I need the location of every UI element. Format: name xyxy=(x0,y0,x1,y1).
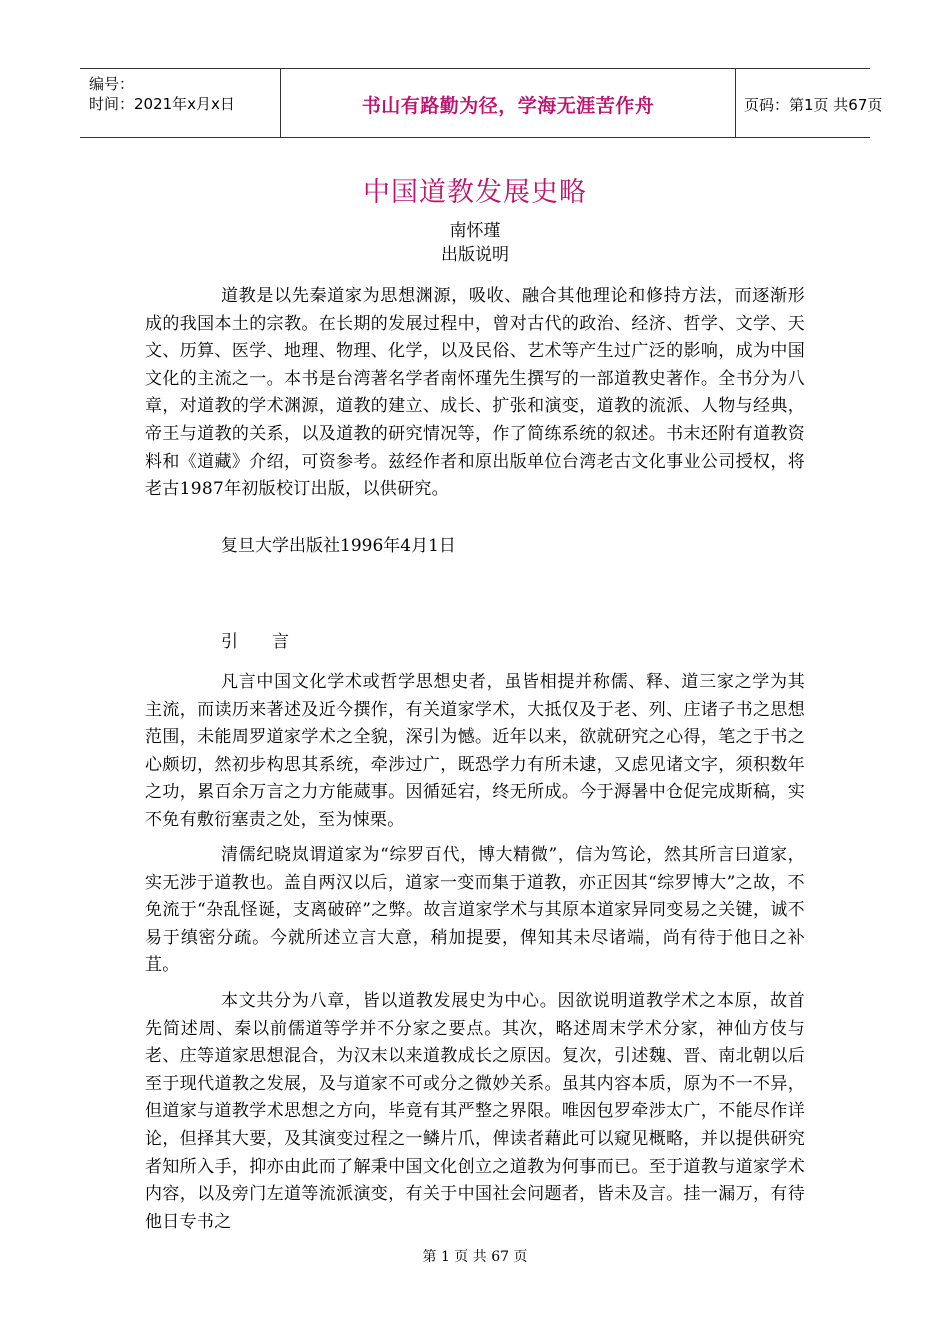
intro-heading: 引 言 xyxy=(221,632,289,652)
header-info-cell xyxy=(80,69,280,137)
paragraph-intro-3: 本文共分为八章，皆以道教发展史为中心。因欲说明道教学术之本原，故首先简述周、秦以前儒道等学并不分家之要点。其次，略述周末学术分家，神仙方伎与老、庄等道家思想混合，为汉末以来道教成长之原因。复次，引述魏、晋、南北朝以后至于现代道教之发展，及与道家不可或分之微妙关系。虽其内容本质，原为不一不异，但道家与道教学术思想之方向，毕竟有其严整之界限。唯因包罗牵涉太广，不能尽作详论，但择其大要，及其演变过程之一鳞片爪，俾读者藉此可以窥见概略，并以提供研究者知所入手，抑亦由此而了解秉中国文化创立之道教为何事而已。至于道教与道家学术内容，以及旁门左道等流派演变，有关于中国社会问题者，皆未及言。挂一漏万，有待他日专书之 xyxy=(145,991,805,1232)
header-motto-cell xyxy=(280,69,736,137)
motto: 书山有路勤为径，学海无涯苦作舟 xyxy=(361,95,655,117)
paragraph-preface: 道教是以先秦道家为思想渊源，吸收、融合其他理论和修持方法，而逐渐形成的我国本土的宗教。在长期的发展过程中，曾对古代的政治、经济、哲学、文学、天文、历算、医学、地理、物理、化学，以及民俗、艺术等产生过广泛的影响，成为中国文化的主流之一。本书是台湾著名学者南怀瑾先生撰写的一部道教史著作。全书分为八章，对道教的学术渊源，道教的建立、成长、扩张和演变，道教的流派、人物与经典，帝王与道教的关系，以及道教的研究情况等，作了简练系统的叙述。书末还附有道教资料和《道藏》介绍，可资参考。兹经作者和原出版单位台湾老古文化事业公司授权，将老古1987年初版校订出版，以供研究。 xyxy=(145,286,805,500)
paragraph-intro-1: 凡言中国文化学术或哲学思想史者，虽皆相提并称儒、释、道三家之学为其主流，而读历来著述及近今撰作，有关道家学术，大抵仅及于老、列、庄诸子书之思想范围，未能周罗道家学术之全貌，深引为憾。近年以来，欲就研究之心得，笔之于书之心颇切，然初步构思其系统，牵涉过广，既恐学力有所未逮，又虑见诸文字，须积数年之功，累百余万言之力方能蒇事。因循延宕，终无所成。今于溽暑中仓促完成斯稿，实不免有敷衍塞责之处，至为悚栗。 xyxy=(145,672,805,830)
header-table xyxy=(80,68,883,138)
page-label: 页码：第1页 共67页 xyxy=(744,96,883,114)
date-label: 时间：2021年x月x日 xyxy=(89,95,235,113)
header-page-cell xyxy=(736,69,883,137)
paragraph-intro-2: 清儒纪晓岚谓道家为“综罗百代，博大精微”，信为笃论，然其所言曰道家，实无涉于道教也。盖自两汉以后，道家一变而集于道教，亦正因其“综罗博大”之故，不免流于“杂乱怪诞，支离破碎”之弊。故言道家学术与其原本道家异同变易之关键，诚不易于缜密分疏。今就所述立言大意，稍加提要，俾知其未尽诸端，尚有待于他日之补苴。 xyxy=(145,845,805,976)
document-title: 中国道教发展史略 xyxy=(363,177,587,208)
section-heading: 出版说明 xyxy=(441,245,509,265)
author: 南怀瑾 xyxy=(449,221,501,241)
number-label: 编号： xyxy=(89,75,135,93)
page-footer: 第 1 页 共 67 页 xyxy=(422,1249,528,1265)
publisher-line: 复旦大学出版社1996年4月1日 xyxy=(221,536,456,556)
